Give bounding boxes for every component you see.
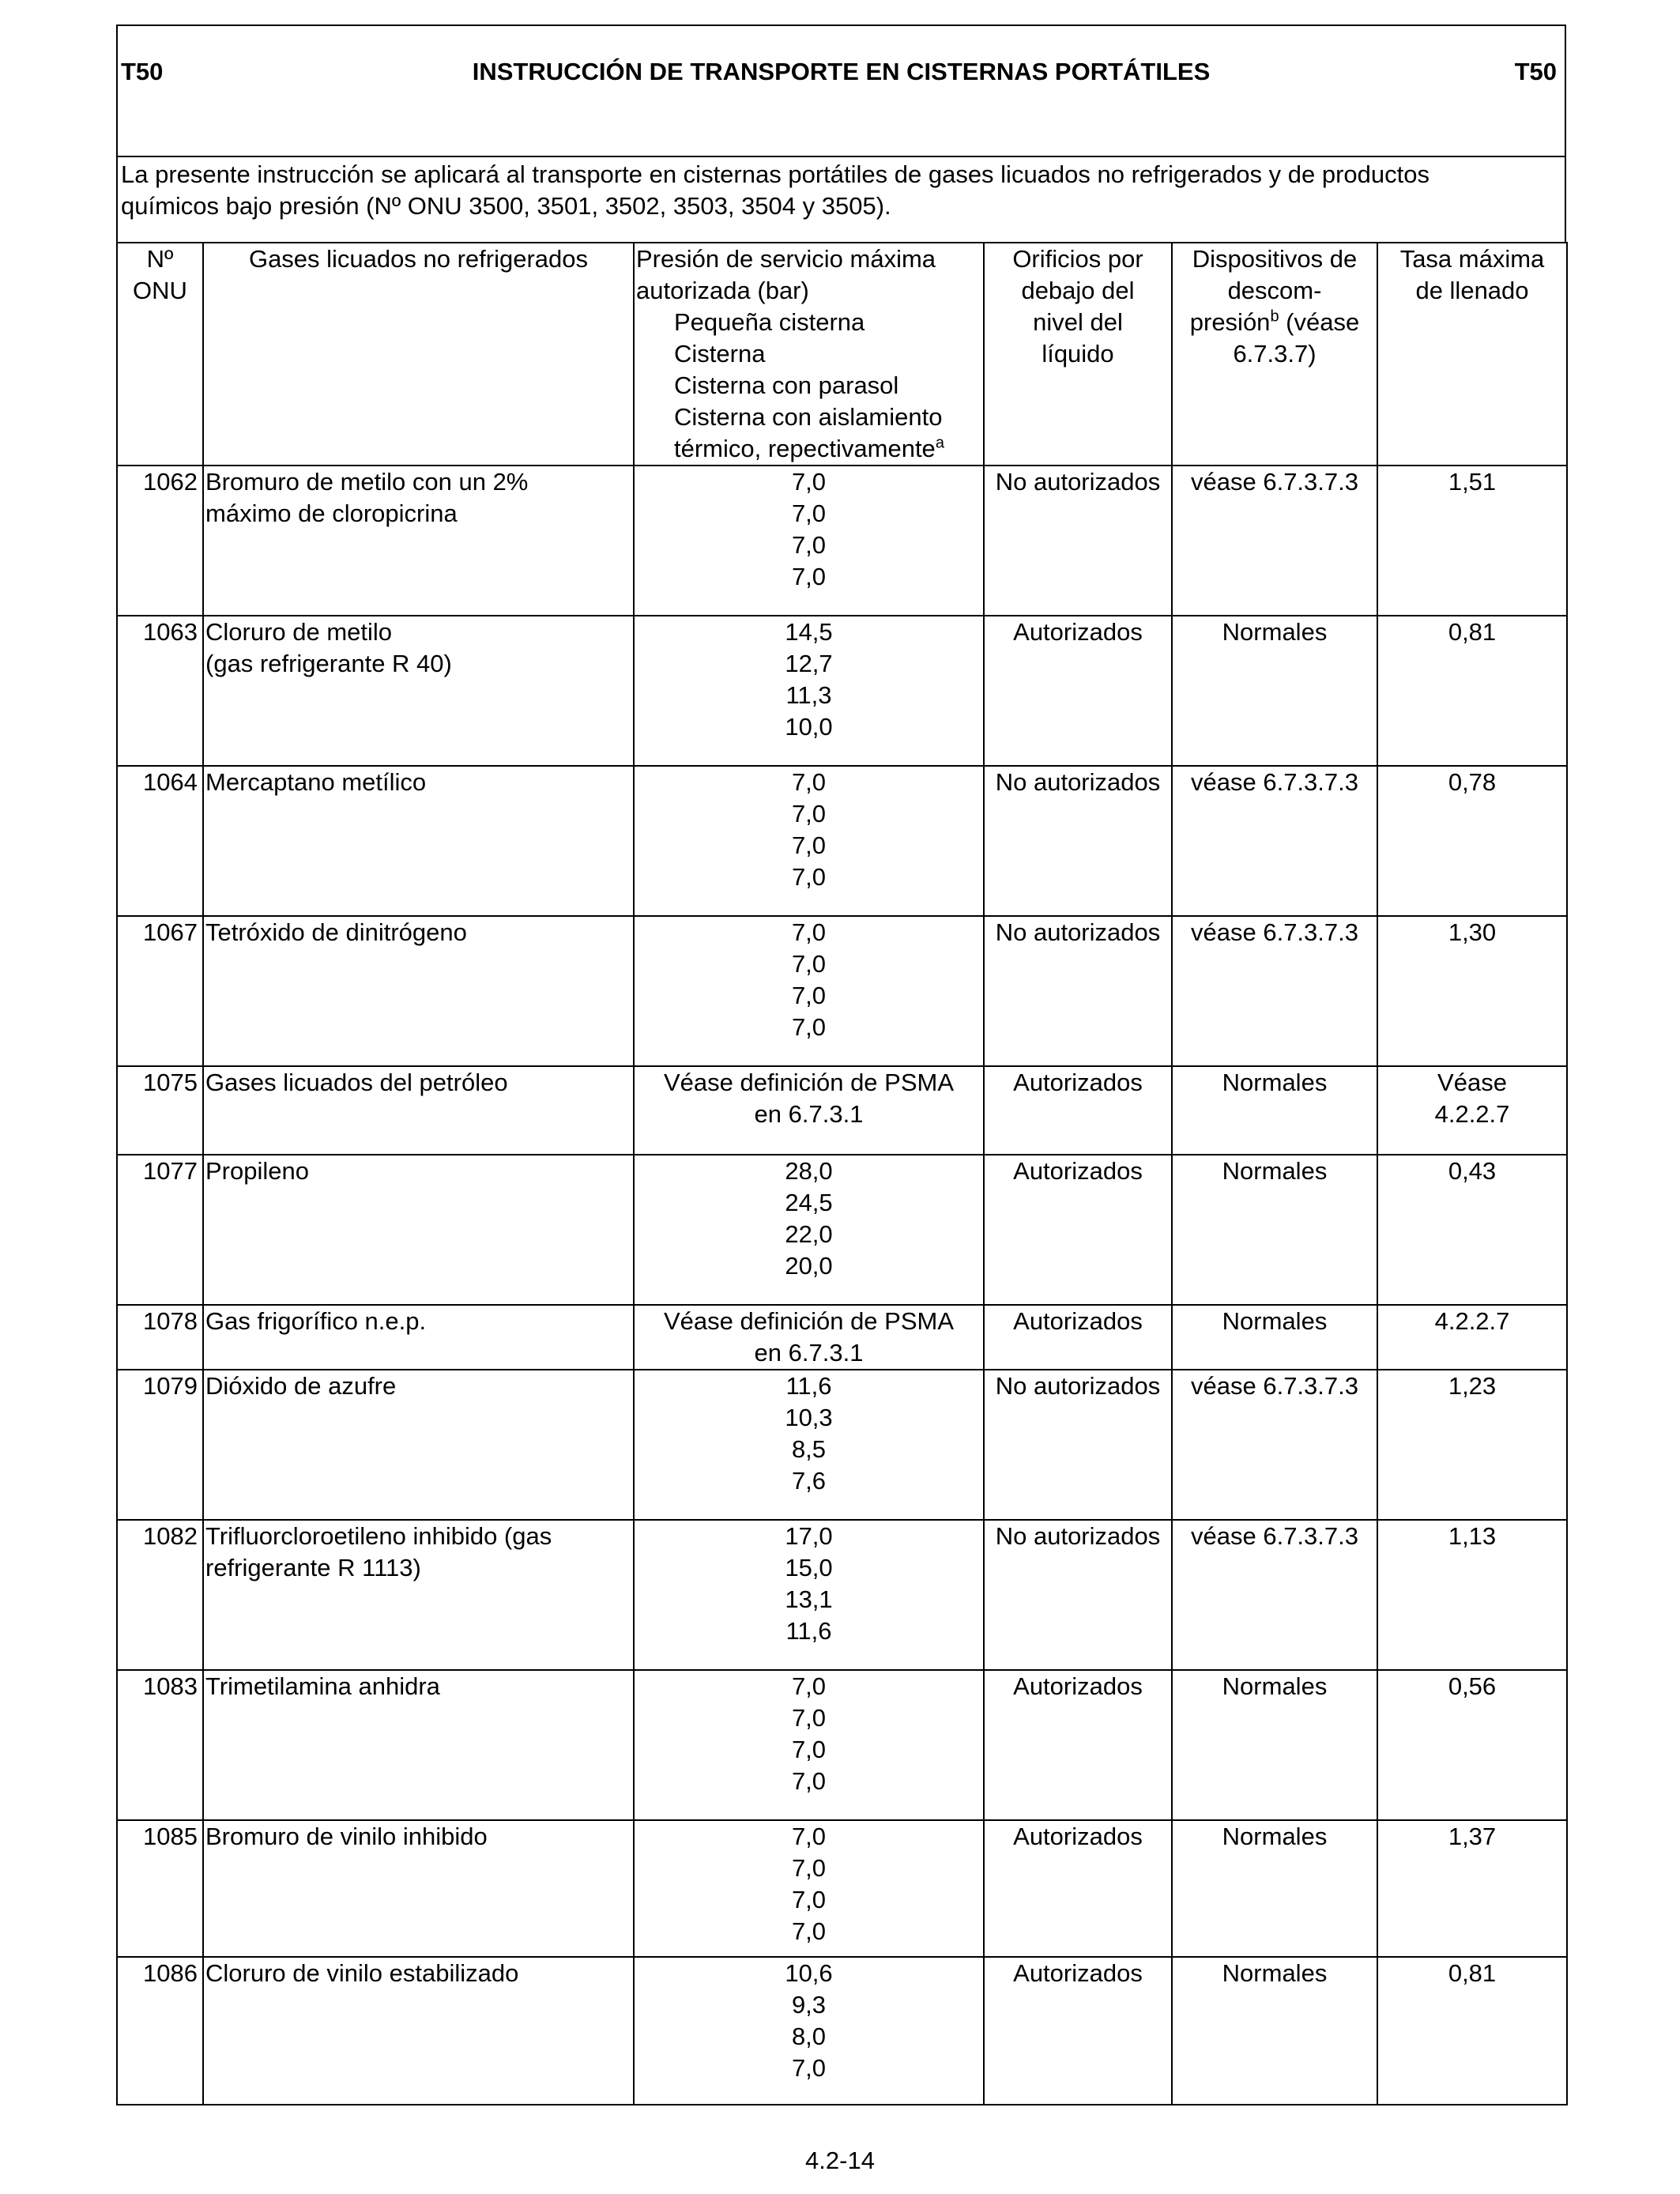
cell-gas-name bbox=[203, 916, 634, 1066]
pressure-value: 7,0 bbox=[791, 768, 827, 796]
cell-orifices: Autorizados bbox=[984, 1305, 1172, 1370]
pressure-value: 12,7 bbox=[785, 650, 833, 677]
gas-name-line1: Trifluorcloroetileno inhibido (gas bbox=[205, 1522, 552, 1550]
pressure-value: 7,0 bbox=[791, 499, 827, 527]
cell-onu: 1063 bbox=[117, 616, 203, 766]
fill-ratio-line1: 1,51 bbox=[1448, 468, 1497, 496]
cell-pressure bbox=[634, 1670, 984, 1820]
cell-onu: 1075 bbox=[117, 1066, 203, 1155]
table-body bbox=[117, 466, 1567, 2105]
col-header-relief-line3-text: presión bbox=[1189, 308, 1271, 336]
cell-onu: 1067 bbox=[117, 916, 203, 1066]
fill-ratio-line2: 4.2.2.7 bbox=[1434, 1100, 1510, 1128]
col-header-relief-line1: Dispositivos de bbox=[1192, 245, 1358, 273]
col-header-fill-ratio bbox=[1377, 243, 1567, 466]
cell-orifices: Autorizados bbox=[984, 616, 1172, 766]
fill-ratio-line1: 1,30 bbox=[1448, 918, 1497, 946]
cell-gas-name bbox=[203, 766, 634, 916]
fill-ratio-line1: 0,81 bbox=[1448, 618, 1497, 646]
fill-ratio-line1: 0,81 bbox=[1448, 1959, 1497, 1987]
table-row bbox=[117, 1670, 1567, 1820]
col-header-gases-label: Gases licuados no refrigerados bbox=[248, 245, 589, 273]
table-row bbox=[117, 466, 1567, 616]
gas-name-line1: Dióxido de azufre bbox=[205, 1372, 397, 1400]
pressure-value: en 6.7.3.1 bbox=[754, 1339, 864, 1367]
document-sheet bbox=[116, 25, 1566, 2105]
pressure-value: 24,5 bbox=[785, 1189, 833, 1216]
cell-onu: 1078 bbox=[117, 1305, 203, 1370]
table-row bbox=[117, 1370, 1567, 1520]
cell-orifices: No autorizados bbox=[984, 916, 1172, 1066]
table-row bbox=[117, 1820, 1567, 1957]
pressure-value: 7,0 bbox=[791, 563, 827, 590]
cell-onu: 1086 bbox=[117, 1957, 203, 2105]
cell-relief: Normales bbox=[1172, 1957, 1377, 2105]
cell-relief: véase 6.7.3.7.3 bbox=[1172, 466, 1377, 616]
col-header-pressure-sub2: Cisterna bbox=[674, 340, 766, 368]
pressure-value: 7,0 bbox=[791, 1823, 827, 1850]
pressure-value: 7,0 bbox=[791, 863, 827, 891]
col-header-pressure-sub5 bbox=[636, 433, 981, 465]
cell-relief: Normales bbox=[1172, 1155, 1377, 1305]
cell-onu: 1064 bbox=[117, 766, 203, 916]
table-row bbox=[117, 1066, 1567, 1155]
title-box bbox=[116, 25, 1566, 157]
gas-name-line1: Bromuro de metilo con un 2% bbox=[205, 468, 529, 496]
intro-line-2: químicos bajo presión (Nº ONU 3500, 3501, 3502, 3503, 3504 y 3505). bbox=[121, 192, 891, 220]
cell-pressure bbox=[634, 766, 984, 916]
footnote-marker-a: a bbox=[935, 434, 944, 452]
pressure-value: 17,0 bbox=[785, 1522, 833, 1550]
pressure-value: 7,0 bbox=[791, 1736, 827, 1763]
gas-name-line2: (gas refrigerante R 40) bbox=[205, 650, 452, 677]
pressure-value: 20,0 bbox=[785, 1252, 833, 1280]
pressure-value: 13,1 bbox=[785, 1585, 833, 1613]
cell-gas-name bbox=[203, 1957, 634, 2105]
cell-fill-ratio bbox=[1377, 1370, 1567, 1520]
table-row bbox=[117, 1155, 1567, 1305]
cell-gas-name bbox=[203, 1305, 634, 1370]
pressure-value: 7,0 bbox=[791, 468, 827, 496]
intro-line-1: La presente instrucción se aplicará al transporte en cisternas portátiles de gases licuados no refrigerados y de productos bbox=[121, 160, 1430, 188]
cell-gas-name bbox=[203, 1520, 634, 1670]
pressure-value: 14,5 bbox=[785, 618, 833, 646]
cell-relief: Normales bbox=[1172, 1670, 1377, 1820]
col-header-onu-line2: ONU bbox=[133, 277, 187, 304]
cell-fill-ratio bbox=[1377, 916, 1567, 1066]
col-header-pressure bbox=[634, 243, 984, 466]
pressure-value: 11,6 bbox=[785, 1372, 832, 1400]
pressure-value: 7,0 bbox=[791, 1672, 827, 1700]
col-header-pressure-sub1: Pequeña cisterna bbox=[674, 308, 865, 336]
pressure-value: en 6.7.3.1 bbox=[754, 1100, 864, 1128]
pressure-value: 10,3 bbox=[785, 1404, 833, 1431]
gas-name-line1: Cloruro de vinilo estabilizado bbox=[205, 1959, 519, 1987]
fill-ratio-line1: 1,23 bbox=[1448, 1372, 1497, 1400]
pressure-value: 7,0 bbox=[791, 982, 827, 1009]
cell-onu: 1082 bbox=[117, 1520, 203, 1670]
cell-gas-name bbox=[203, 1066, 634, 1155]
cell-onu: 1062 bbox=[117, 466, 203, 616]
cell-pressure bbox=[634, 916, 984, 1066]
cell-relief: Normales bbox=[1172, 616, 1377, 766]
cell-fill-ratio bbox=[1377, 1520, 1567, 1670]
table-row bbox=[117, 1957, 1567, 2105]
col-header-pressure-sub3: Cisterna con parasol bbox=[674, 371, 899, 399]
table-row bbox=[117, 916, 1567, 1066]
gas-name-line2: refrigerante R 1113) bbox=[205, 1554, 421, 1581]
col-header-relief-line3 bbox=[1174, 307, 1375, 338]
document-title: INSTRUCCIÓN DE TRANSPORTE EN CISTERNAS PORTÁTILES bbox=[472, 58, 1211, 85]
cell-orifices: No autorizados bbox=[984, 466, 1172, 616]
pressure-value: 7,0 bbox=[791, 800, 827, 827]
intro-paragraph bbox=[116, 157, 1566, 242]
fill-ratio-line1: 1,13 bbox=[1448, 1522, 1497, 1550]
cell-pressure bbox=[634, 1957, 984, 2105]
pressure-value: 11,3 bbox=[785, 681, 832, 709]
table-row bbox=[117, 1520, 1567, 1670]
cell-fill-ratio bbox=[1377, 1670, 1567, 1820]
cell-orifices: Autorizados bbox=[984, 1670, 1172, 1820]
fill-ratio-line1: 0,43 bbox=[1448, 1157, 1497, 1185]
pressure-value: Véase definición de PSMA bbox=[663, 1307, 955, 1335]
gas-name-line1: Mercaptano metílico bbox=[205, 768, 427, 796]
cell-fill-ratio bbox=[1377, 616, 1567, 766]
table-row bbox=[117, 1305, 1567, 1370]
col-header-relief-line3b-text: (véase bbox=[1279, 308, 1360, 336]
cell-fill-ratio bbox=[1377, 1957, 1567, 2105]
pressure-value: 7,0 bbox=[791, 1704, 827, 1732]
table-row bbox=[117, 766, 1567, 916]
cell-orifices: No autorizados bbox=[984, 766, 1172, 916]
instruction-code-right: T50 bbox=[1514, 58, 1557, 85]
col-header-orifices-line3: nivel del bbox=[1033, 308, 1123, 336]
gas-name-line1: Propileno bbox=[205, 1157, 309, 1185]
col-header-orifices-line4: líquido bbox=[1042, 340, 1114, 368]
pressure-value: 7,6 bbox=[791, 1467, 827, 1495]
cell-relief: Normales bbox=[1172, 1820, 1377, 1957]
table-header-row bbox=[117, 243, 1567, 466]
col-header-orifices bbox=[984, 243, 1172, 466]
cell-onu: 1079 bbox=[117, 1370, 203, 1520]
cell-fill-ratio bbox=[1377, 766, 1567, 916]
gas-name-line1: Bromuro de vinilo inhibido bbox=[205, 1823, 488, 1850]
cell-pressure bbox=[634, 1370, 984, 1520]
cell-relief: Normales bbox=[1172, 1066, 1377, 1155]
gas-name-line1: Gases licuados del petróleo bbox=[205, 1069, 508, 1096]
col-header-fill-line2: de llenado bbox=[1415, 277, 1529, 304]
col-header-onu-line1: Nº bbox=[146, 245, 174, 273]
gas-name-line1: Tetróxido de dinitrógeno bbox=[205, 918, 467, 946]
cell-orifices: Autorizados bbox=[984, 1957, 1172, 2105]
footnote-marker-b: b bbox=[1270, 307, 1279, 326]
pressure-value: 8,0 bbox=[791, 2022, 827, 2050]
cell-pressure bbox=[634, 1066, 984, 1155]
gas-name-line1: Cloruro de metilo bbox=[205, 618, 393, 646]
cell-relief: véase 6.7.3.7.3 bbox=[1172, 766, 1377, 916]
pressure-value: 7,0 bbox=[791, 950, 827, 978]
col-header-orifices-line1: Orificios por bbox=[1012, 245, 1143, 273]
pressure-value: 7,0 bbox=[791, 1886, 827, 1913]
cell-fill-ratio bbox=[1377, 1155, 1567, 1305]
pressure-value: Véase definición de PSMA bbox=[663, 1069, 955, 1096]
gas-name-line2: máximo de cloropicrina bbox=[205, 499, 458, 527]
pressure-value: 11,6 bbox=[785, 1617, 832, 1645]
pressure-value: 7,0 bbox=[791, 918, 827, 946]
cell-orifices: No autorizados bbox=[984, 1370, 1172, 1520]
cell-orifices: Autorizados bbox=[984, 1820, 1172, 1957]
cell-relief: Normales bbox=[1172, 1305, 1377, 1370]
cell-relief: véase 6.7.3.7.3 bbox=[1172, 1520, 1377, 1670]
pressure-value: 7,0 bbox=[791, 1013, 827, 1041]
col-header-onu bbox=[117, 243, 203, 466]
cell-fill-ratio bbox=[1377, 1820, 1567, 1957]
instruction-code-left: T50 bbox=[121, 58, 164, 85]
cell-gas-name bbox=[203, 1155, 634, 1305]
cell-pressure bbox=[634, 1155, 984, 1305]
fill-ratio-line1: 0,56 bbox=[1448, 1672, 1497, 1700]
cell-relief: véase 6.7.3.7.3 bbox=[1172, 916, 1377, 1066]
cell-orifices: Autorizados bbox=[984, 1066, 1172, 1155]
cell-gas-name bbox=[203, 616, 634, 766]
col-header-fill-line1: Tasa máxima bbox=[1399, 245, 1545, 273]
page-number: 4.2-14 bbox=[805, 2147, 875, 2174]
col-header-pressure-sub5-text: térmico, repectivamente bbox=[674, 435, 936, 462]
cell-orifices: No autorizados bbox=[984, 1520, 1172, 1670]
col-header-pressure-sub4: Cisterna con aislamiento bbox=[674, 403, 943, 431]
cell-gas-name bbox=[203, 466, 634, 616]
pressure-value: 15,0 bbox=[785, 1554, 833, 1581]
pressure-value: 10,0 bbox=[785, 713, 833, 741]
cell-onu: 1083 bbox=[117, 1670, 203, 1820]
pressure-value: 22,0 bbox=[785, 1220, 833, 1248]
pressure-value: 7,0 bbox=[791, 2054, 827, 2082]
pressure-value: 7,0 bbox=[791, 1917, 827, 1945]
col-header-relief-line4: 6.7.3.7) bbox=[1233, 340, 1317, 368]
col-header-gases bbox=[203, 243, 634, 466]
cell-pressure bbox=[634, 1820, 984, 1957]
cell-pressure bbox=[634, 466, 984, 616]
table-row bbox=[117, 616, 1567, 766]
fill-ratio-line1: 0,78 bbox=[1448, 768, 1497, 796]
pressure-value: 10,6 bbox=[785, 1959, 833, 1987]
gas-name-line1: Trimetilamina anhidra bbox=[205, 1672, 440, 1700]
cell-fill-ratio bbox=[1377, 1066, 1567, 1155]
fill-ratio-line1: 4.2.2.7 bbox=[1434, 1307, 1510, 1335]
cell-relief: véase 6.7.3.7.3 bbox=[1172, 1370, 1377, 1520]
pressure-value: 7,0 bbox=[791, 531, 827, 559]
col-header-pressure-line1: Presión de servicio máxima bbox=[636, 245, 936, 273]
cell-orifices: Autorizados bbox=[984, 1155, 1172, 1305]
cell-gas-name bbox=[203, 1820, 634, 1957]
cell-pressure bbox=[634, 616, 984, 766]
cell-gas-name bbox=[203, 1670, 634, 1820]
col-header-relief-line2: descom- bbox=[1227, 277, 1322, 304]
col-header-relief bbox=[1172, 243, 1377, 466]
pressure-value: 28,0 bbox=[785, 1157, 833, 1185]
cell-fill-ratio bbox=[1377, 1305, 1567, 1370]
pressure-value: 7,0 bbox=[791, 831, 827, 859]
gases-table bbox=[116, 242, 1568, 2105]
pressure-value: 9,3 bbox=[791, 1991, 827, 2019]
gas-name-line1: Gas frigorífico n.e.p. bbox=[205, 1307, 427, 1335]
cell-pressure bbox=[634, 1520, 984, 1670]
col-header-pressure-line2: autorizada (bar) bbox=[636, 277, 809, 304]
cell-onu: 1077 bbox=[117, 1155, 203, 1305]
cell-fill-ratio bbox=[1377, 466, 1567, 616]
pressure-value: 7,0 bbox=[791, 1854, 827, 1882]
cell-onu: 1085 bbox=[117, 1820, 203, 1957]
cell-pressure bbox=[634, 1305, 984, 1370]
cell-gas-name bbox=[203, 1370, 634, 1520]
pressure-value: 8,5 bbox=[791, 1435, 827, 1463]
fill-ratio-line1: Véase bbox=[1437, 1069, 1507, 1096]
fill-ratio-line1: 1,37 bbox=[1448, 1823, 1497, 1850]
col-header-orifices-line2: debajo del bbox=[1021, 277, 1135, 304]
pressure-value: 7,0 bbox=[791, 1767, 827, 1795]
